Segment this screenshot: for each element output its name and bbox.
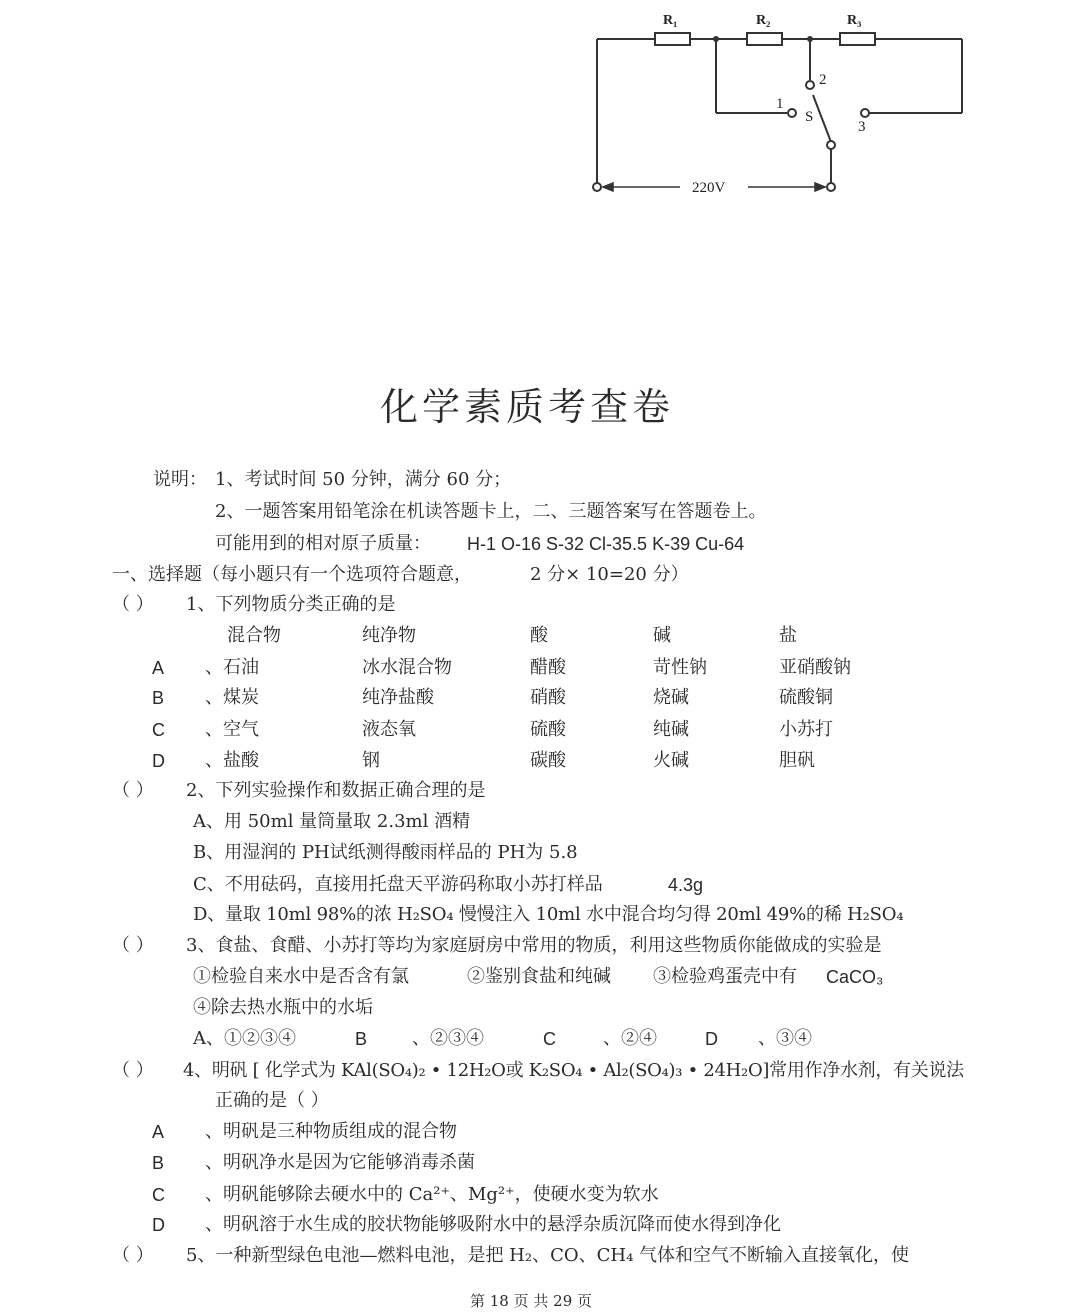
terminal-right bbox=[827, 183, 835, 191]
q1-header-acid: 酸 bbox=[530, 625, 548, 646]
q1-option-letter: A bbox=[152, 658, 165, 678]
section1-scoring: 2 分× 10=20 分） bbox=[530, 564, 689, 585]
page-title: 化学素质考查卷 bbox=[380, 385, 675, 429]
notes-label: 说明： bbox=[153, 469, 207, 490]
notes-line2: 2、一题答案用铅笔涂在机读答题卡上，二、三题答案写在答题卷上。 bbox=[215, 501, 767, 522]
q1-header-salt: 盐 bbox=[779, 625, 797, 646]
q4-option-text: 、明矾溶于水生成的胶状物能够吸附水中的悬浮杂质沉降而使水得到净化 bbox=[205, 1214, 781, 1235]
label-pos2: 2 bbox=[819, 72, 827, 88]
notes-line3-values: H-1 O-16 S-32 Cl-35.5 K-39 Cu-64 bbox=[467, 534, 745, 554]
q3-item-2: ②鉴别食盐和纯碱 bbox=[467, 966, 611, 987]
q1-cell: 冰水混合物 bbox=[362, 657, 452, 678]
q4-stem-cont: 正确的是（ ） bbox=[215, 1090, 329, 1111]
label-pos3: 3 bbox=[858, 119, 866, 135]
label-r2: R₂ bbox=[756, 13, 771, 28]
q1-cell: 小苏打 bbox=[779, 719, 833, 740]
q4-option-letter: B bbox=[152, 1153, 165, 1173]
notes-line3-label: 可能用到的相对原子质量： bbox=[215, 533, 431, 554]
answer-paren-q5: （ ） bbox=[112, 1245, 154, 1266]
q4-option-letter: A bbox=[152, 1122, 165, 1142]
circuit-wires bbox=[597, 39, 962, 187]
q1-cell: 液态氧 bbox=[362, 719, 416, 740]
q1-header-pure: 纯净物 bbox=[362, 625, 416, 646]
q1-cell: 、盐酸 bbox=[205, 750, 259, 771]
q2-option-a: A、用 50ml 量筒量取 2.3ml 酒精 bbox=[193, 811, 471, 832]
q1-cell: 烧碱 bbox=[653, 687, 689, 708]
q4-stem: 4、明矾 [ 化学式为 KAl(SO₄)₂ • 12H₂O或 K₂SO₄ • Al₂(SO₄)₃ • 24H₂O]常用作净水剂，有关说法 bbox=[183, 1060, 964, 1081]
q1-cell: 醋酸 bbox=[530, 657, 566, 678]
q3-item-3-formula: CaCO₃ bbox=[826, 967, 884, 987]
q2-stem: 2、下列实验操作和数据正确合理的是 bbox=[186, 780, 486, 801]
q1-option-letter: C bbox=[152, 720, 165, 740]
q1-cell: 苛性钠 bbox=[653, 657, 707, 678]
q3-item-4: ④除去热水瓶中的水垢 bbox=[193, 997, 373, 1018]
answer-paren-q3: （ ） bbox=[112, 935, 154, 956]
contact-3 bbox=[861, 109, 869, 117]
q1-cell: 硫酸铜 bbox=[779, 687, 833, 708]
section1-heading: 一、选择题（每小题只有一个选项符合题意， bbox=[112, 564, 472, 585]
circuit-diagram bbox=[0, 0, 1080, 230]
q1-stem: 1、下列物质分类正确的是 bbox=[186, 594, 396, 615]
q1-cell: 钢 bbox=[362, 750, 380, 771]
label-r1: R₁ bbox=[663, 13, 678, 28]
q1-header-base: 碱 bbox=[653, 625, 671, 646]
label-pos1: 1 bbox=[776, 96, 784, 112]
q1-cell: 硝酸 bbox=[530, 687, 566, 708]
q1-cell: 亚硝酸钠 bbox=[779, 657, 851, 678]
resistor-r2 bbox=[747, 33, 782, 45]
q1-cell: 硫酸 bbox=[530, 719, 566, 740]
q4-option-letter: C bbox=[152, 1185, 165, 1205]
q1-cell: 纯净盐酸 bbox=[362, 687, 434, 708]
q3-option-letter-d: D bbox=[705, 1029, 718, 1049]
switch-contacts bbox=[593, 81, 869, 191]
label-voltage: 220V bbox=[692, 180, 726, 196]
q2-option-d: D、量取 10ml 98%的浓 H₂SO₄ 慢慢注入 10ml 水中混合均匀得 20ml 49%的稀 H₂SO₄ bbox=[193, 904, 904, 925]
q3-stem: 3、食盐、食醋、小苏打等均为家庭厨房中常用的物质，利用这些物质你能做成的实验是 bbox=[186, 935, 882, 956]
q1-cell: 、煤炭 bbox=[205, 687, 259, 708]
q4-option-letter: D bbox=[152, 1215, 165, 1235]
q2-option-c: C、不用砝码，直接用托盘天平游码称取小苏打样品 bbox=[193, 874, 603, 895]
q4-option-text: 、明矾是三种物质组成的混合物 bbox=[205, 1121, 457, 1142]
q3-item-3: ③检验鸡蛋壳中有 bbox=[653, 966, 797, 987]
q4-option-text: 、明矾能够除去硬水中的 Ca²⁺、Mg²⁺，使硬水变为软水 bbox=[205, 1184, 659, 1205]
q3-item-1: ①检验自来水中是否含有氯 bbox=[193, 966, 409, 987]
q1-cell: 、空气 bbox=[205, 719, 259, 740]
q2-option-c-value: 4.3g bbox=[668, 875, 704, 895]
q1-cell: 胆矾 bbox=[779, 750, 815, 771]
contact-1 bbox=[788, 109, 796, 117]
resistors bbox=[655, 33, 875, 45]
q4-option-text: 、明矾净水是因为它能够消毒杀菌 bbox=[205, 1152, 475, 1173]
q1-option-letter: B bbox=[152, 688, 165, 708]
q3-option-c: 、②④ bbox=[603, 1028, 657, 1049]
q3-option-letter-b: B bbox=[355, 1029, 368, 1049]
q5-stem: 5、一种新型绿色电池—燃料电池，是把 H₂、CO、CH₄ 气体和空气不断输入直接氧化，使 bbox=[186, 1245, 910, 1266]
page-footer: 第 18 页 共 29 页 bbox=[470, 1292, 593, 1310]
notes-line1: 1、考试时间 50 分钟，满分 60 分； bbox=[215, 469, 512, 490]
q3-option-letter-c: C bbox=[543, 1029, 556, 1049]
answer-paren-q4: （ ） bbox=[112, 1060, 154, 1081]
answer-paren-q1: （ ） bbox=[112, 594, 154, 615]
label-switch: S bbox=[805, 109, 814, 125]
q1-option-letter: D bbox=[152, 751, 165, 771]
q1-cell: 、石油 bbox=[205, 657, 259, 678]
terminal-left bbox=[593, 183, 601, 191]
resistor-r1 bbox=[655, 33, 690, 45]
q1-cell: 火碱 bbox=[653, 750, 689, 771]
q3-option-a: A、①②③④ bbox=[193, 1028, 296, 1049]
answer-paren-q2: （ ） bbox=[112, 780, 154, 801]
q1-cell: 碳酸 bbox=[530, 750, 566, 771]
q2-option-b: B、用湿润的 PH试纸测得酸雨样品的 PH为 5.8 bbox=[193, 842, 578, 863]
q3-option-b: 、②③④ bbox=[412, 1028, 484, 1049]
q1-cell: 纯碱 bbox=[653, 719, 689, 740]
label-r3: R₃ bbox=[847, 13, 862, 28]
q1-header-mixture: 混合物 bbox=[227, 625, 281, 646]
contact-2 bbox=[806, 81, 814, 89]
q3-option-d: 、③④ bbox=[758, 1028, 812, 1049]
resistor-r3 bbox=[840, 33, 875, 45]
switch-pivot bbox=[827, 141, 835, 149]
